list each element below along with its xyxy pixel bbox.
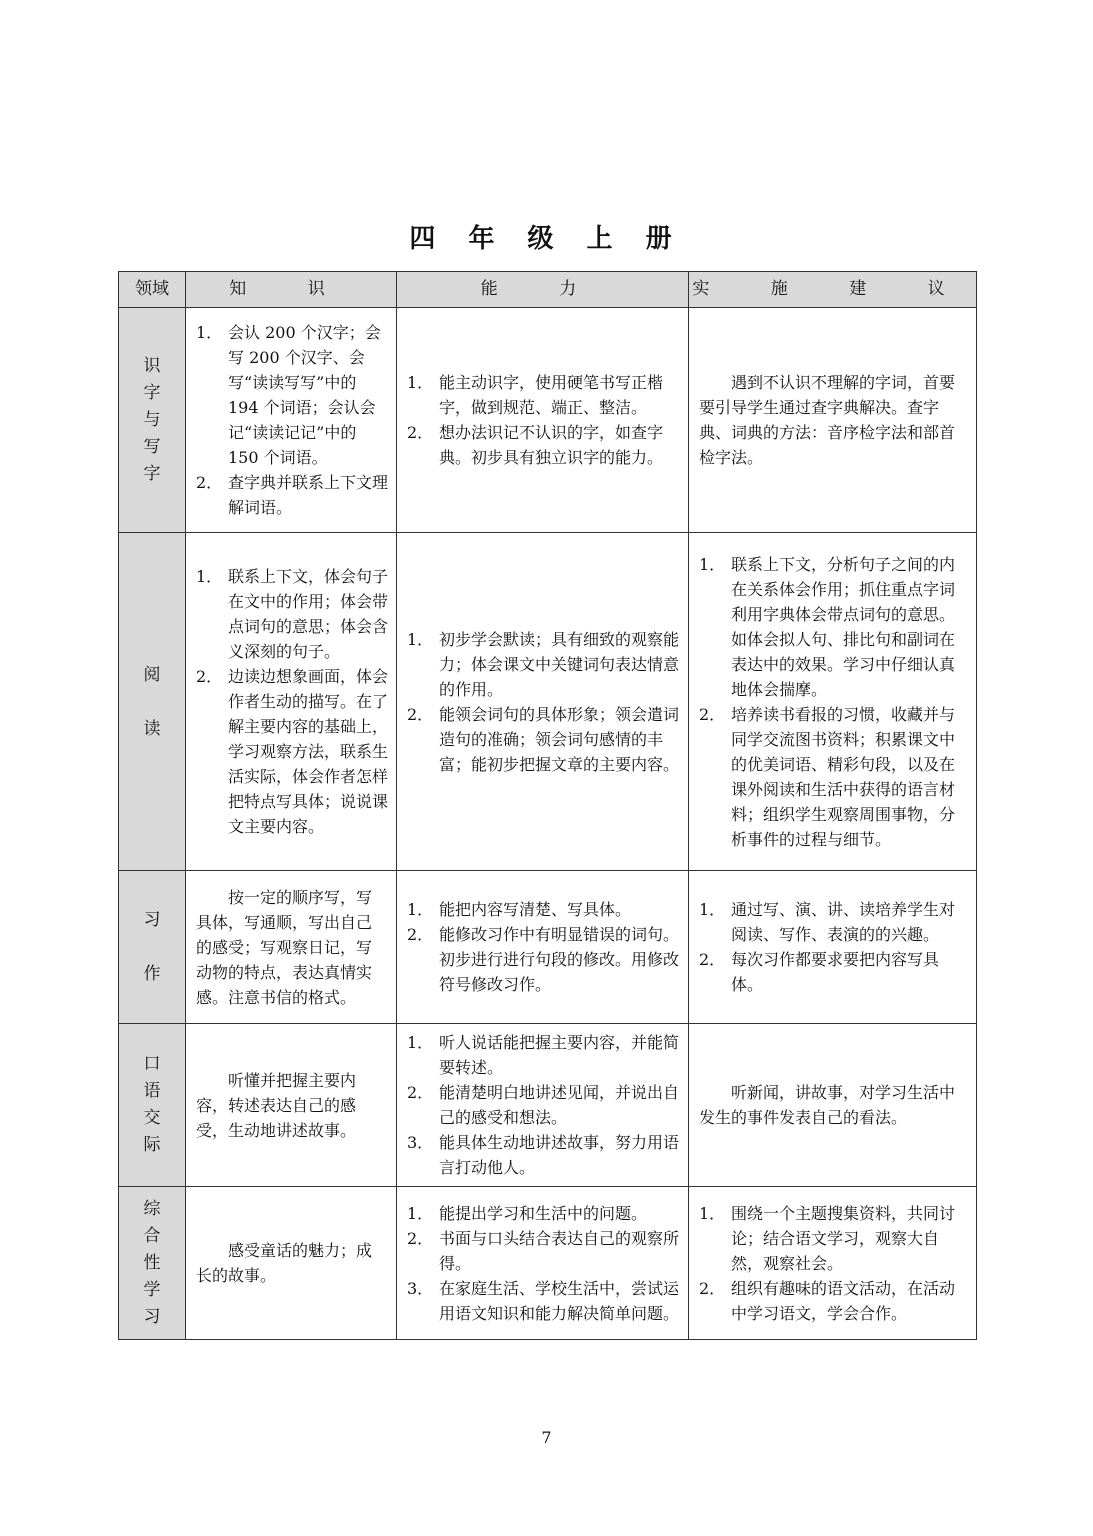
item-text: 能提出学习和生活中的问题。 <box>439 1203 648 1223</box>
domain-cell <box>119 533 186 871</box>
item-number: 2． <box>407 704 434 724</box>
item-text: 书面与口头结合表达自己的观察所得。 <box>439 1228 680 1273</box>
table-row <box>119 533 977 871</box>
domain-label: 阅读 <box>143 664 161 739</box>
domain-cell <box>119 871 186 1024</box>
header-domain: 领域 <box>119 272 186 308</box>
item-text: 初步学会默读；具有细致的观察能力；体会课文中关键词句表达情意的作用。 <box>439 629 680 699</box>
ability-cell <box>397 533 689 871</box>
header-suggestion: 实 施 建 议 <box>689 272 977 308</box>
table-row <box>119 1024 977 1187</box>
item-number: 1． <box>699 900 726 919</box>
list-item <box>407 1201 680 1226</box>
item-number: 1． <box>407 1033 434 1052</box>
list-item <box>196 470 388 520</box>
knowledge-cell <box>186 1024 397 1187</box>
list-item <box>407 1130 680 1180</box>
item-text: 会认 200 个汉字；会写 200 个汉字、会写“读读写写”中的 194 个词语；会认会记“读读记记”中的 150 个词语。 <box>228 323 381 467</box>
domain-label: 综合性学习 <box>143 1198 161 1327</box>
item-text: 能把内容写清楚、写具体。 <box>439 900 632 919</box>
item-number: 1． <box>196 323 223 342</box>
item-number: 2． <box>699 704 726 724</box>
list-item <box>407 1226 680 1276</box>
list-item <box>407 627 680 702</box>
list-item <box>407 420 680 470</box>
ability-cell <box>397 871 689 1024</box>
knowledge-text: 按一定的顺序写，写具体，写通顺，写出自己的感受；写观察日记，写动物的特点，表达真情实感。注意书信的格式。 <box>196 887 373 1007</box>
page-number: 7 <box>541 1428 552 1447</box>
list-item <box>699 897 968 947</box>
list-item <box>699 1276 968 1326</box>
item-number: 2． <box>407 423 434 442</box>
list-item <box>407 897 680 922</box>
item-text: 通过写、演、讲、读培养学生对阅读、写作、表演的的兴趣。 <box>731 900 956 944</box>
suggestion-cell <box>689 1024 977 1187</box>
knowledge-cell <box>186 308 397 533</box>
item-number: 1． <box>699 554 726 574</box>
item-number: 3． <box>407 1133 434 1152</box>
list-item <box>407 922 680 997</box>
knowledge-cell <box>186 533 397 871</box>
ability-cell <box>397 1187 689 1340</box>
domain-cell <box>119 1187 186 1340</box>
item-number: 2． <box>699 950 726 969</box>
table-row <box>119 308 977 533</box>
list-item <box>196 664 388 839</box>
item-text: 能清楚明白地讲述见闻，并说出自己的感受和想法。 <box>439 1083 680 1127</box>
knowledge-text: 感受童话的魅力；成长的故事。 <box>196 1241 373 1285</box>
curriculum-table <box>118 271 977 1340</box>
domain-cell <box>119 308 186 533</box>
item-text: 能修改习作中有明显错误的词句。初步进行进行句段的修改。用修改符号修改习作。 <box>439 925 680 994</box>
page-title: 四 年 级 上 册 <box>409 224 684 254</box>
item-text: 想办法识记不认识的字，如查字典。初步具有独立识字的能力。 <box>439 423 664 467</box>
suggestion-text: 遇到不认识不理解的字词，首要要引导学生通过查字典解决。查字典、词典的方法：音序检字法和部首检字法。 <box>699 373 956 467</box>
item-number: 1． <box>407 629 434 649</box>
list-item <box>699 702 968 852</box>
item-number: 2． <box>407 1083 434 1102</box>
ability-cell <box>397 1024 689 1187</box>
suggestion-cell <box>689 1187 977 1340</box>
knowledge-cell <box>186 1187 397 1340</box>
list-item <box>407 1080 680 1130</box>
suggestion-cell <box>689 871 977 1024</box>
item-text: 围绕一个主题搜集资料，共同讨论；结合语文学习，观察大自然，观察社会。 <box>731 1203 956 1273</box>
item-text: 能主动识字，使用硬笔书写正楷字，做到规范、端正、整洁。 <box>439 373 664 417</box>
suggestion-cell <box>689 533 977 871</box>
item-text: 能领会词句的具体形象；领会遣词造句的准确；领会词句感情的丰富；能初步把握文章的主要内容。 <box>439 704 680 774</box>
item-text: 联系上下文，体会句子在文中的作用；体会带点词句的意思；体会含义深刻的句子。 <box>228 567 389 661</box>
item-number: 2． <box>407 1228 434 1248</box>
item-number: 1． <box>196 567 223 586</box>
header-knowledge: 知 识 <box>186 272 397 308</box>
item-text: 组织有趣味的语文活动，在活动中学习语文，学会合作。 <box>731 1278 956 1323</box>
item-text: 每次习作都要求要把内容写具体。 <box>731 950 940 994</box>
item-number: 2． <box>196 473 223 492</box>
item-text: 查字典并联系上下文理解词语。 <box>228 473 389 517</box>
item-number: 2． <box>699 1278 726 1298</box>
item-number: 3． <box>407 1278 434 1298</box>
list-item <box>407 370 680 420</box>
table-row <box>119 1187 977 1340</box>
item-text: 能具体生动地讲述故事，努力用语言打动他人。 <box>439 1133 680 1177</box>
table-header-row <box>119 272 977 308</box>
knowledge-cell <box>186 871 397 1024</box>
domain-label: 习作 <box>143 910 161 984</box>
list-item <box>196 320 388 470</box>
ability-cell <box>397 308 689 533</box>
item-text: 在家庭生活、学校生活中，尝试运用语文知识和能力解决简单问题。 <box>439 1278 680 1323</box>
list-item <box>407 1030 680 1080</box>
list-item <box>699 1201 968 1276</box>
item-text: 联系上下文，分析句子之间的内在关系体会作用；抓住重点字词利用字典体会带点词句的意思。如体会拟人句、排比句和副词在表达中的效果。学习中仔细认真地体会揣摩。 <box>731 554 956 699</box>
table-row <box>119 871 977 1024</box>
item-number: 2． <box>196 667 223 686</box>
list-item <box>699 947 968 997</box>
suggestion-text: 听新闻，讲故事，对学习生活中发生的事件发表自己的看法。 <box>699 1083 956 1127</box>
item-number: 1． <box>407 900 434 919</box>
item-text: 听人说话能把握主要内容，并能简要转述。 <box>439 1033 680 1077</box>
item-number: 1． <box>407 1203 434 1223</box>
list-item <box>699 552 968 702</box>
domain-label: 识字与写字 <box>143 355 161 484</box>
item-text: 培养读书看报的习惯，收藏并与同学交流图书资料；积累课文中的优美词语、精彩句段，以及在课外阅读和生活中获得的语言材料；组织学生观察周围事物，分析事件的过程与细节。 <box>731 704 956 849</box>
header-ability: 能 力 <box>397 272 689 308</box>
list-item <box>407 1276 680 1326</box>
knowledge-text: 听懂并把握主要内容，转述表达自己的感受，生动地讲述故事。 <box>196 1070 357 1140</box>
domain-label: 口语交际 <box>143 1054 161 1155</box>
item-number: 1． <box>407 373 434 392</box>
domain-cell <box>119 1024 186 1187</box>
item-number: 1． <box>699 1203 726 1223</box>
list-item <box>407 702 680 777</box>
list-item <box>196 564 388 664</box>
item-text: 边读边想象画面，体会作者生动的描写。在了解主要内容的基础上，学习观察方法，联系生活实际，体会作者怎样把特点写具体；说说课文主要内容。 <box>228 667 389 836</box>
suggestion-cell <box>689 308 977 533</box>
item-number: 2． <box>407 925 434 944</box>
